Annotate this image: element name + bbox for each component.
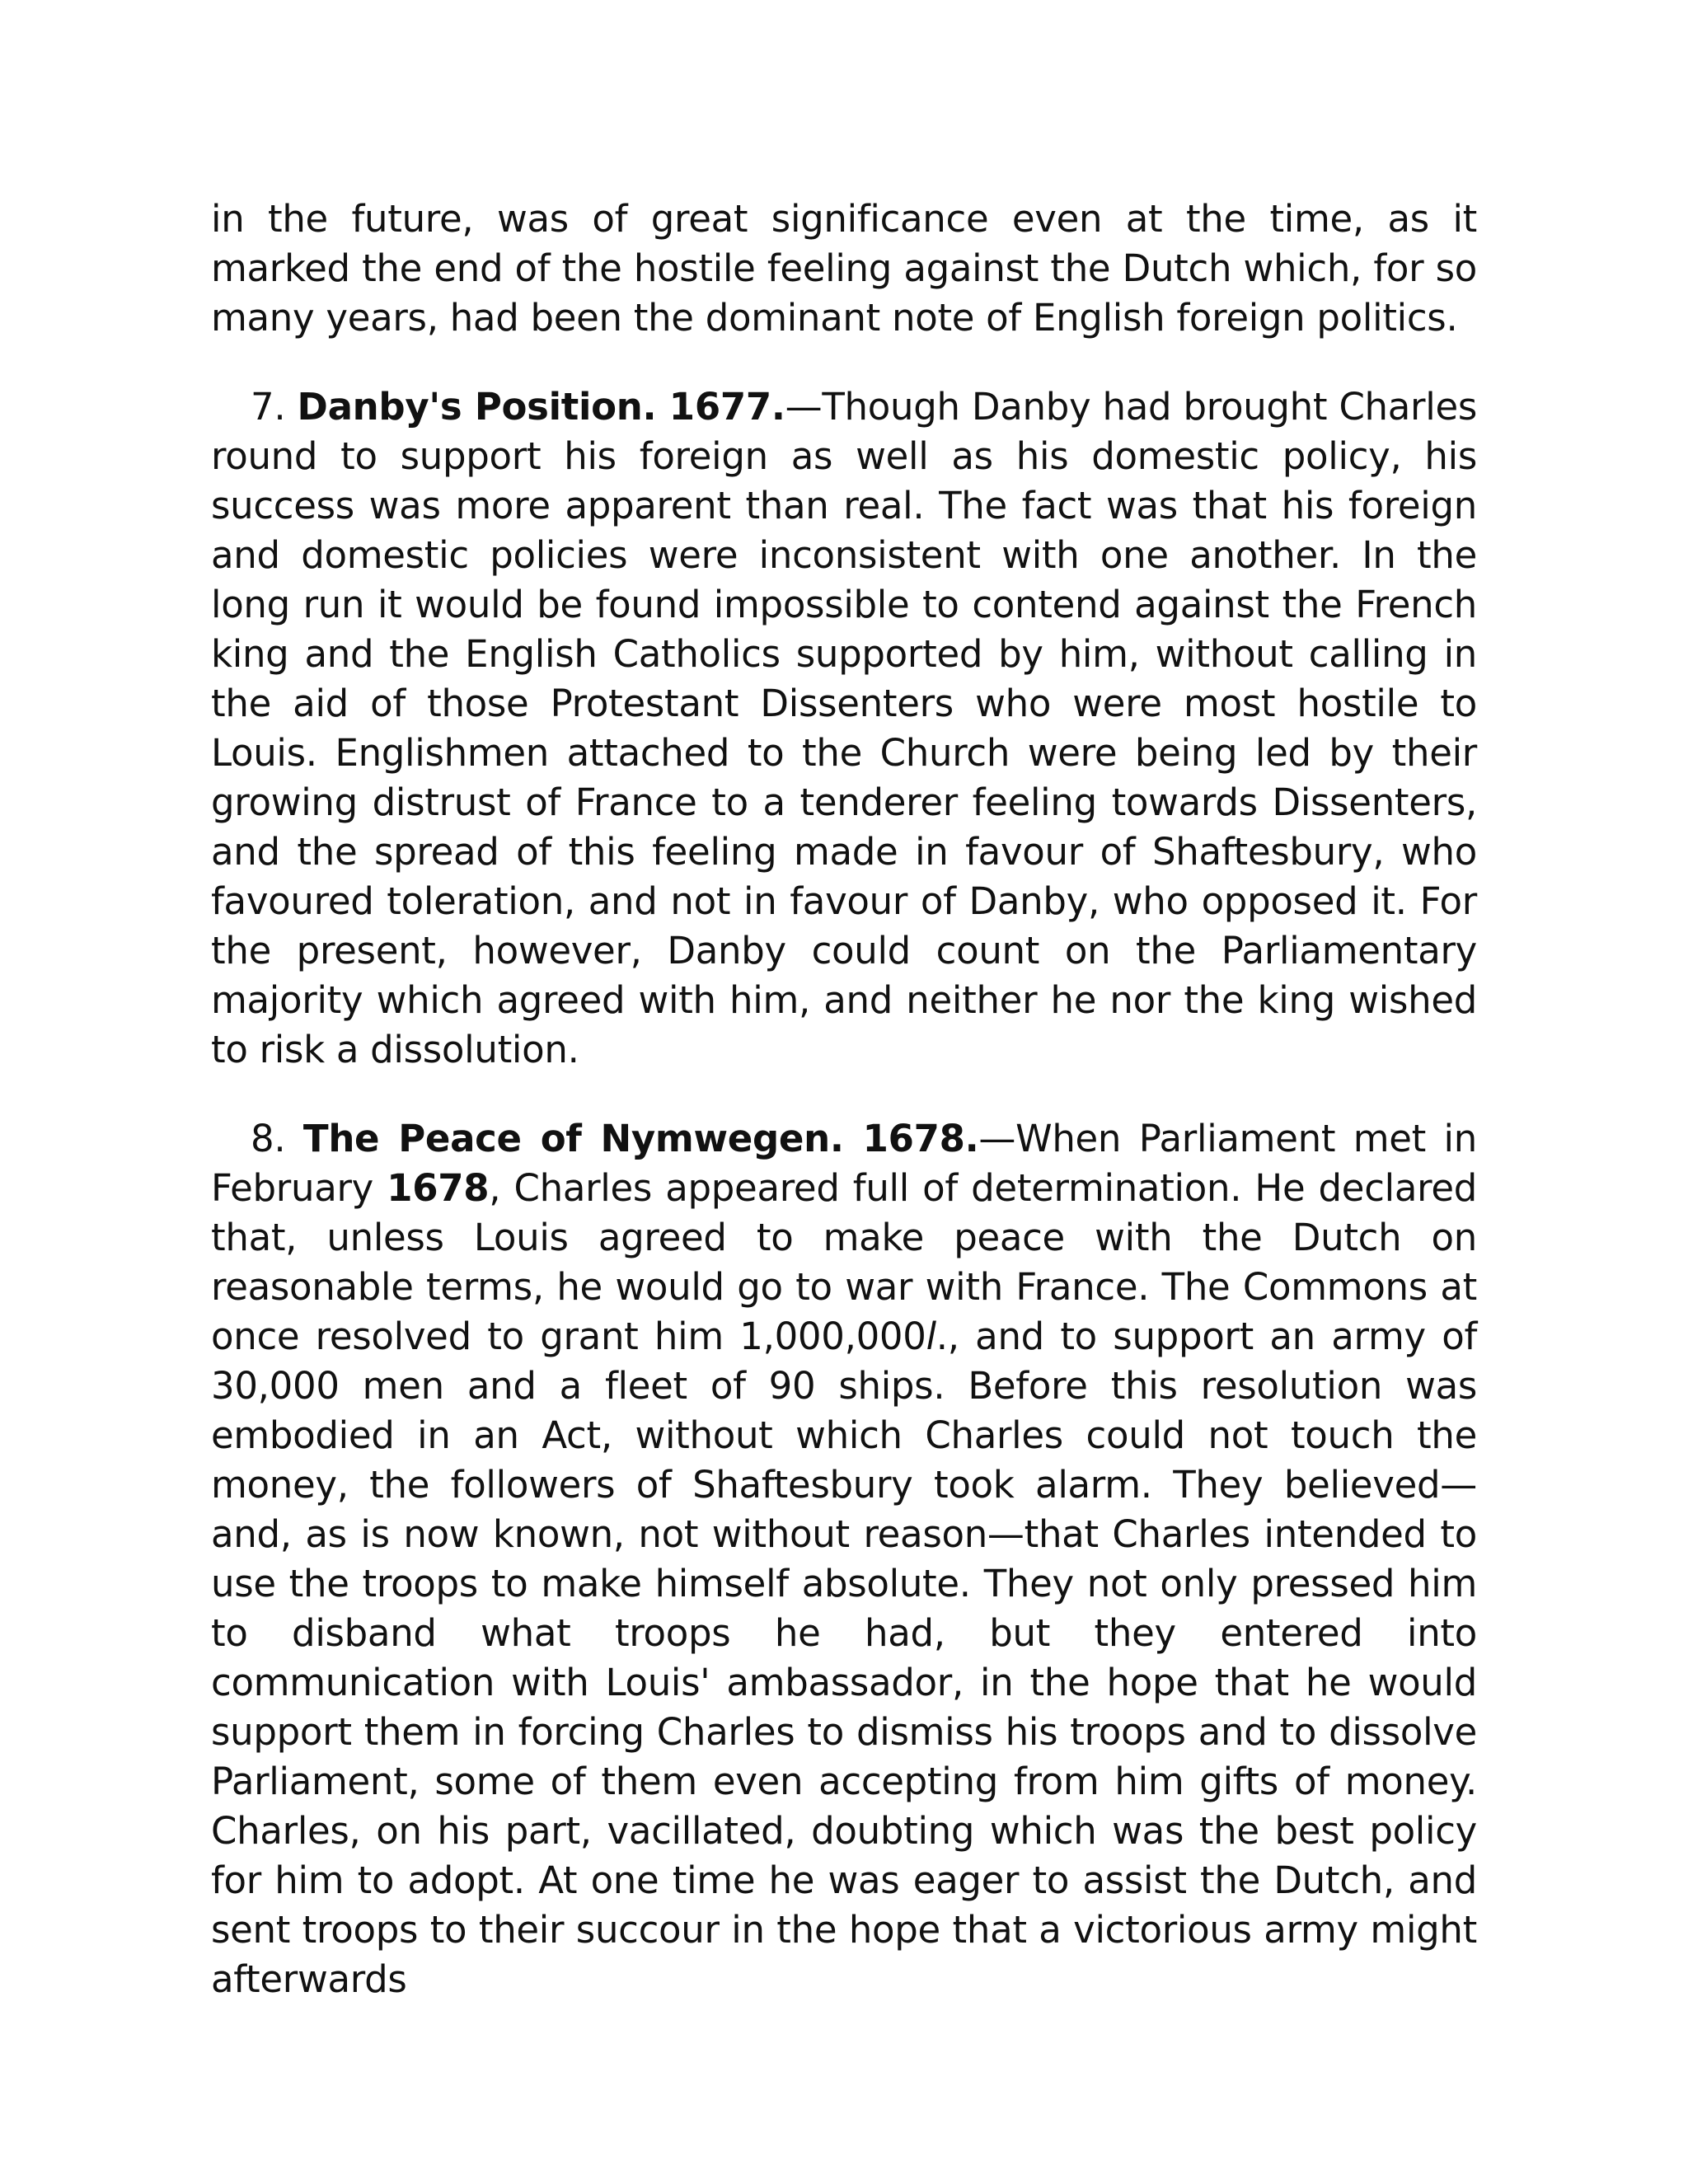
year-emphasis: 1678 [387, 1166, 490, 1210]
section-number: 8. [251, 1117, 286, 1160]
section-heading: Danby's Position. 1677. [297, 385, 785, 429]
paragraph-text: ., and to support an army of 30,000 men and a fleet of 90 ships. Before this resolution was embodied in an Act, without which Charles could not touch the money, the followers of Shaftesbury took alarm. They believed—and, as is now known, not without reason—that Charles intended to use the troops to make himself absolute. They not only pressed him to disband what troops he had, but they entered into communication with Louis' ambassador, in the hope that he would support them in forcing Charles to dismiss his troops and to dissolve Parliament, some of them even accepting from him gifts of money. Charles, on his part, vacillated, doubting which was the best policy for him to adopt. At one time he was eager to assist the Dutch, and sent troops to their succour in the hope that a victorious army might afterwards [211, 1315, 1477, 2001]
paragraph-text: in the future, was of great significance even at the time, as it marked the end of the hostile feeling against the Dutch which, for so many years, had been the dominant note of English foreign politics. [211, 197, 1477, 340]
page-body [211, 194, 1477, 2044]
paragraph-text: , Charles appeared full of determination. He declared that, unless Louis agreed to make peace with the Dutch on reasonable terms, he would go to war with France. The Commons at once resolved to grant him 1,000,000 [211, 1166, 1477, 1358]
pound-symbol: l [926, 1315, 936, 1358]
paragraph-danbys-position [211, 382, 1477, 1075]
section-number: 7. [251, 385, 286, 429]
paragraph-text: —Though Danby had brought Charles round to support his foreign as well as his domestic policy, his success was more apparent than real. The fact was that his foreign and domestic policies were inconsistent with one another. In the long run it would be found impossible to contend against the French king and the English Catholics supported by him, without calling in the aid of those Protestant Dissenters who were most hostile to Louis. Englishmen attached to the Church were being led by their growing distrust of France to a tenderer feeling towards Dissenters, and the spread of this feeling made in favour of Shaftesbury, who favoured toleration, and not in favour of Danby, who opposed it. For the present, however, Danby could count on the Parliamentary majority which agreed with him, and neither he nor the king wished to risk a dissolution. [211, 385, 1477, 1071]
paragraph-continuation [211, 194, 1477, 343]
paragraph-peace-of-nymwegen [211, 1114, 1477, 2004]
section-heading: The Peace of Nymwegen. 1678. [302, 1117, 979, 1160]
paragraph-text: —When Parliament met in February [211, 1117, 1477, 1210]
